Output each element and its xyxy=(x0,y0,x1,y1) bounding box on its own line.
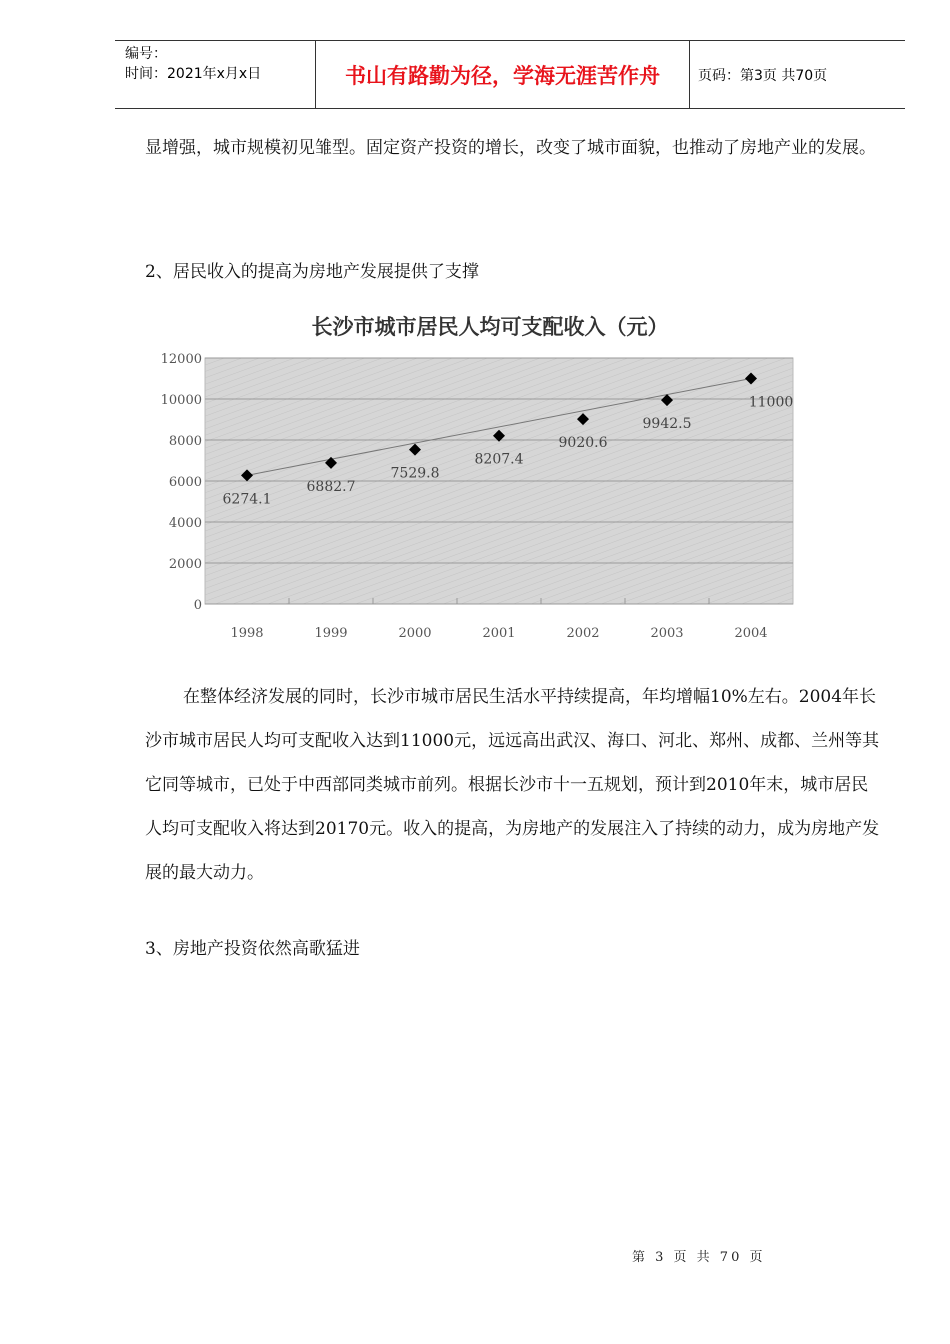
y-tick-label: 10000 xyxy=(160,393,202,408)
x-tick-label: 1999 xyxy=(314,626,348,641)
header-serial: 编号： xyxy=(125,46,167,62)
y-tick-label: 12000 xyxy=(160,352,202,367)
data-label: 9942.5 xyxy=(642,416,692,433)
paragraph-2: 在整体经济发展的同时，长沙市城市居民生活水平持续提高，年均增幅10%左右。2004年长沙市城市居民人均可支配收入达到11000元，远远高出武汉、海口、河北、郑州、成都、兰州等其它同等城市，已处于中西部同类城市前列。根据长沙市十一五规划，预计到2010年末，城市居民人均可支配收入将达到20170元。收入的提高，为房地产的发展注入了持续的动力，成为房地产发展的最大动力。 xyxy=(145,687,880,883)
header-motto: 书山有路勤为径，学海无涯苦作舟 xyxy=(316,41,690,108)
y-tick-label: 8000 xyxy=(168,434,202,449)
y-tick-label: 2000 xyxy=(168,557,202,572)
section-heading-2: 2、居民收入的提高为房地产发展提供了支撑 xyxy=(145,262,479,282)
x-tick-label: 2000 xyxy=(398,626,432,641)
chart-title: 长沙市城市居民人均可支配收入（元） xyxy=(311,315,669,339)
header-meta xyxy=(115,41,316,108)
section-heading-3: 3、房地产投资依然高歌猛进 xyxy=(145,939,360,959)
data-label: 11000 xyxy=(748,394,794,411)
page-footer: 第 3 页 共 70 页 xyxy=(632,1250,766,1265)
x-tick-label: 2002 xyxy=(566,626,600,641)
data-label: 8207.4 xyxy=(474,451,524,468)
y-tick-label: 4000 xyxy=(168,516,202,531)
income-chart xyxy=(155,300,825,660)
header-time: 时间：2021年x月x日 xyxy=(125,66,262,82)
x-tick-label: 2003 xyxy=(650,626,684,641)
chart-svg xyxy=(155,300,825,660)
y-tick-label: 6000 xyxy=(168,475,202,490)
data-label: 6274.1 xyxy=(222,491,272,508)
header-page-number: 页码：第3页 共70页 xyxy=(698,67,828,84)
x-tick-label: 1998 xyxy=(230,626,264,641)
data-label: 6882.7 xyxy=(306,478,356,495)
y-tick-label: 0 xyxy=(193,598,202,613)
page-header xyxy=(115,40,905,109)
x-tick-label: 2001 xyxy=(482,626,516,641)
x-tick-label: 2004 xyxy=(734,626,768,641)
data-label: 7529.8 xyxy=(390,465,440,482)
paragraph-1: 显增强，城市规模初见雏型。固定资产投资的增长，改变了城市面貌，也推动了房地产业的发展。 xyxy=(145,138,876,158)
data-label: 9020.6 xyxy=(558,435,608,452)
